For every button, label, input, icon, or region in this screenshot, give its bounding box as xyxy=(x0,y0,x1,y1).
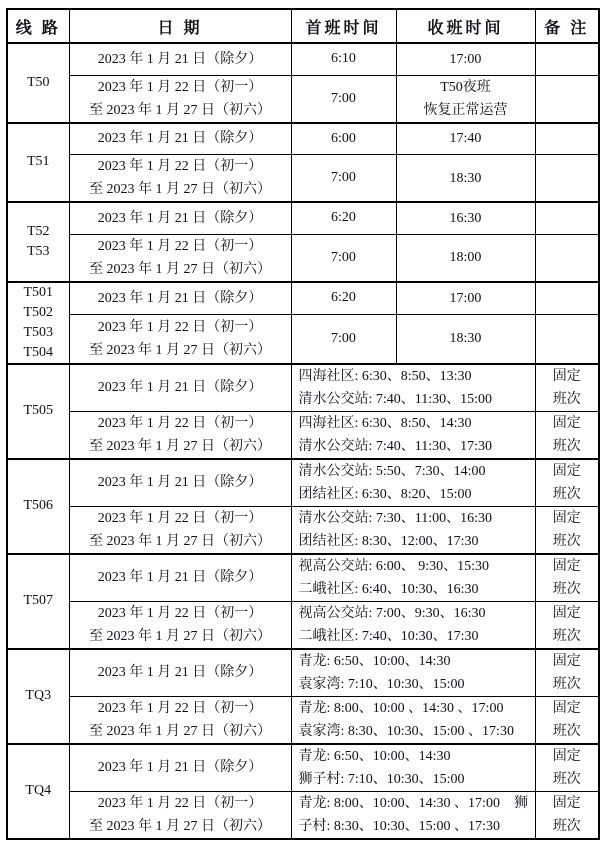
route-label: T51 xyxy=(26,154,50,170)
remark-cell xyxy=(535,123,599,155)
remark-line: 固定 xyxy=(552,795,581,811)
remark-cell xyxy=(535,696,599,744)
schedule-line: 四海社区: 6:30、8:50、13:30 xyxy=(298,368,472,384)
last-time-cell xyxy=(396,43,535,75)
date-line: 至 2023 年 1 月 27 日（初六） xyxy=(89,182,271,197)
date-cell xyxy=(69,315,291,364)
last-time-cell xyxy=(396,75,535,123)
col-header-last-time: 收班时间 xyxy=(396,9,535,43)
route-label: T501 xyxy=(23,284,54,300)
last-time-cell xyxy=(396,123,535,155)
first-time-cell: 6:00 xyxy=(291,123,396,155)
schedule-line: 视高公交站: 6:00、 9:30、15:30 xyxy=(298,558,490,574)
date-line: 2023 年 1 月 22 日（初一） xyxy=(97,79,263,95)
table-row xyxy=(7,744,599,792)
remark-cell xyxy=(535,506,599,554)
date-cell xyxy=(69,155,291,203)
date-line: 2023 年 1 月 21 日（除夕） xyxy=(97,51,263,67)
last-time-line: 16:30 xyxy=(449,210,482,226)
date-line: 2023 年 1 月 22 日（初一） xyxy=(97,795,263,811)
route-cell xyxy=(7,282,69,364)
schedule-line: 青龙: 8:00、10:00 、14:30 、17:00 xyxy=(298,700,504,716)
schedule-cell xyxy=(291,744,535,792)
table-row xyxy=(7,601,599,649)
schedule-line: 视高公交站: 7:00、9:30、16:30 xyxy=(298,605,486,621)
remark-cell xyxy=(535,411,599,459)
last-time-cell xyxy=(396,282,535,315)
remark-line: 固定 xyxy=(552,700,581,716)
remark-line: 班次 xyxy=(552,391,581,407)
route-cell xyxy=(7,123,69,203)
date-line: 2023 年 1 月 22 日（初一） xyxy=(97,238,263,254)
date-line: 2023 年 1 月 22 日（初一） xyxy=(97,510,263,526)
date-line: 至 2023 年 1 月 27 日（初六） xyxy=(89,102,271,118)
table-row xyxy=(7,123,599,155)
table-row xyxy=(7,202,599,234)
table-row xyxy=(7,554,599,602)
date-line: 至 2023 年 1 月 27 日（初六） xyxy=(89,723,271,739)
schedule-line: 狮子村: 7:10、10:30、15:00 xyxy=(298,771,465,787)
remark-cell xyxy=(535,554,599,602)
route-label: T506 xyxy=(23,498,54,513)
date-line: 2023 年 1 月 22 日（初一） xyxy=(97,605,263,621)
col-header-route: 线 路 xyxy=(7,9,69,43)
route-cell xyxy=(7,43,69,123)
date-cell xyxy=(69,43,291,75)
remark-cell xyxy=(535,43,599,75)
route-label: TQ3 xyxy=(25,688,52,703)
table-row xyxy=(7,282,599,315)
schedule-cell xyxy=(291,506,535,554)
date-line: 2023 年 1 月 22 日（初一） xyxy=(97,159,263,174)
route-cell xyxy=(7,202,69,282)
date-line: 2023 年 1 月 21 日（除夕） xyxy=(97,210,263,226)
col-header-date: 日 期 xyxy=(69,9,291,43)
remark-cell xyxy=(535,282,599,315)
route-label: T503 xyxy=(23,324,54,340)
date-line: 至 2023 年 1 月 27 日（初六） xyxy=(89,533,271,549)
schedule-cell xyxy=(291,554,535,602)
remark-line: 固定 xyxy=(552,605,581,621)
remark-line: 班次 xyxy=(552,628,581,644)
date-cell xyxy=(69,282,291,315)
schedule-line: 四海社区: 6:30、8:50、14:30 xyxy=(298,415,472,431)
remark-cell xyxy=(535,364,599,412)
last-time-cell xyxy=(396,202,535,234)
remark-cell xyxy=(535,744,599,792)
schedule-cell xyxy=(291,411,535,459)
schedule-line: 清水公交站: 5:50、7:30、14:00 xyxy=(298,463,486,479)
date-line: 2023 年 1 月 22 日（初一） xyxy=(97,700,263,716)
date-line: 至 2023 年 1 月 27 日（初六） xyxy=(89,628,271,644)
remark-line: 班次 xyxy=(552,723,581,739)
col-header-remark: 备 注 xyxy=(535,9,599,43)
date-line: 至 2023 年 1 月 27 日（初六） xyxy=(89,438,271,454)
route-cell xyxy=(7,554,69,649)
first-time-cell: 7:00 xyxy=(291,234,396,282)
remark-line: 固定 xyxy=(552,748,581,764)
remark-line: 班次 xyxy=(552,533,581,549)
date-line: 2023 年 1 月 21 日（除夕） xyxy=(97,475,263,490)
schedule-line: 团结社区: 6:30、8:20、15:00 xyxy=(298,486,472,502)
table-row xyxy=(7,506,599,554)
schedule-line: 二峨社区: 7:40、10:30、17:30 xyxy=(298,628,479,644)
date-line: 2023 年 1 月 21 日（除夕） xyxy=(97,131,263,147)
last-time-line: 18:30 xyxy=(449,170,482,186)
date-cell xyxy=(69,554,291,602)
route-cell xyxy=(7,364,69,459)
remark-cell xyxy=(535,791,599,839)
remark-line: 班次 xyxy=(552,438,581,454)
last-time-line: T50夜班 xyxy=(440,79,491,95)
header-row xyxy=(7,9,599,43)
date-line: 至 2023 年 1 月 27 日（初六） xyxy=(89,818,271,834)
date-line: 至 2023 年 1 月 27 日（初六） xyxy=(89,342,271,358)
first-time-cell: 6:20 xyxy=(291,202,396,234)
date-cell xyxy=(69,649,291,697)
schedule-line: 袁家湾: 7:10、10:30、15:00 xyxy=(298,676,465,692)
route-label: T53 xyxy=(26,243,50,259)
date-cell xyxy=(69,459,291,507)
route-cell xyxy=(7,649,69,744)
last-time-line: 17:40 xyxy=(449,131,482,147)
date-cell xyxy=(69,696,291,744)
remark-line: 固定 xyxy=(552,558,581,574)
schedule-line: 清水公交站: 7:40、11:30、15:00 xyxy=(298,391,493,407)
schedule-line: 二峨社区: 6:40、10:30、16:30 xyxy=(298,581,479,597)
table-body xyxy=(7,43,599,839)
remark-line: 班次 xyxy=(552,771,581,787)
date-cell xyxy=(69,744,291,792)
date-line: 2023 年 1 月 21 日（除夕） xyxy=(97,380,263,395)
route-label: T50 xyxy=(26,74,50,90)
remark-line: 固定 xyxy=(552,653,581,669)
schedule-cell xyxy=(291,649,535,697)
schedule-line: 青龙: 6:50、10:00、14:30 xyxy=(298,653,451,669)
date-cell xyxy=(69,364,291,412)
date-line: 2023 年 1 月 21 日（除夕） xyxy=(97,570,263,585)
remark-cell xyxy=(535,315,599,364)
schedule-cell xyxy=(291,364,535,412)
route-label: T52 xyxy=(26,223,50,239)
remark-line: 班次 xyxy=(552,676,581,692)
schedule-line: 清水公交站: 7:30、11:00、16:30 xyxy=(298,510,493,526)
schedule-line: 袁家湾: 8:30、10:30、15:00 、17:30 xyxy=(298,723,514,739)
date-line: 2023 年 1 月 21 日（除夕） xyxy=(97,760,263,775)
remark-line: 固定 xyxy=(552,368,581,384)
date-cell xyxy=(69,202,291,234)
route-label: T505 xyxy=(23,403,54,418)
schedule-line: 团结社区: 8:30、12:00、17:30 xyxy=(298,533,479,549)
date-cell xyxy=(69,411,291,459)
table-row xyxy=(7,155,599,203)
date-line: 2023 年 1 月 22 日（初一） xyxy=(97,319,263,335)
remark-cell xyxy=(535,202,599,234)
date-cell xyxy=(69,123,291,155)
remark-line: 班次 xyxy=(552,818,581,834)
schedule-cell xyxy=(291,459,535,507)
route-label: T507 xyxy=(23,593,54,608)
date-line: 至 2023 年 1 月 27 日（初六） xyxy=(89,261,271,277)
schedule-line: 清水公交站: 7:40、11:30、17:30 xyxy=(298,438,493,454)
route-cell xyxy=(7,459,69,554)
first-time-cell: 7:00 xyxy=(291,75,396,123)
last-time-cell xyxy=(396,315,535,364)
remark-line: 班次 xyxy=(552,486,581,502)
date-cell xyxy=(69,75,291,123)
date-line: 2023 年 1 月 21 日（除夕） xyxy=(97,665,263,680)
date-cell xyxy=(69,234,291,282)
date-line: 2023 年 1 月 21 日（除夕） xyxy=(97,290,263,306)
table-row xyxy=(7,364,599,412)
date-cell xyxy=(69,601,291,649)
last-time-line: 恢复正常运营 xyxy=(423,102,508,118)
last-time-line: 17:00 xyxy=(449,290,482,306)
route-label: T504 xyxy=(23,344,54,360)
last-time-cell xyxy=(396,234,535,282)
route-label: TQ4 xyxy=(25,783,52,798)
last-time-cell xyxy=(396,155,535,203)
remark-cell xyxy=(535,155,599,203)
table-row xyxy=(7,315,599,364)
route-label: T502 xyxy=(23,304,54,320)
table-row xyxy=(7,75,599,123)
date-cell xyxy=(69,506,291,554)
table-row xyxy=(7,696,599,744)
table-row xyxy=(7,411,599,459)
remark-cell xyxy=(535,601,599,649)
last-time-line: 18:00 xyxy=(449,250,482,265)
first-time-cell: 7:00 xyxy=(291,155,396,203)
route-cell xyxy=(7,744,69,839)
first-time-cell: 7:00 xyxy=(291,315,396,364)
schedule-cell xyxy=(291,791,535,839)
date-cell xyxy=(69,791,291,839)
remark-cell xyxy=(535,75,599,123)
table-row xyxy=(7,459,599,507)
schedule-line: 青龙: 6:50、10:00、14:30 xyxy=(298,748,451,764)
remark-line: 固定 xyxy=(552,415,581,431)
table-row xyxy=(7,43,599,75)
schedule-line: 青龙: 8:00、10:00、14:30 、17:00 狮 xyxy=(298,795,528,811)
first-time-cell: 6:20 xyxy=(291,282,396,315)
table-row xyxy=(7,234,599,282)
first-time-cell: 6:10 xyxy=(291,43,396,75)
remark-line: 班次 xyxy=(552,581,581,597)
remark-cell xyxy=(535,649,599,697)
remark-line: 固定 xyxy=(552,510,581,526)
schedule-cell xyxy=(291,696,535,744)
table-row xyxy=(7,791,599,839)
schedule-cell xyxy=(291,601,535,649)
last-time-line: 18:30 xyxy=(449,331,482,347)
table-row xyxy=(7,649,599,697)
last-time-line: 17:00 xyxy=(449,51,482,67)
remark-cell xyxy=(535,234,599,282)
bus-schedule-table xyxy=(6,8,600,840)
remark-cell xyxy=(535,459,599,507)
col-header-first-time: 首班时间 xyxy=(291,9,396,43)
schedule-line: 子村: 8:30、10:30、15:00 、17:30 xyxy=(298,818,500,834)
date-line: 2023 年 1 月 22 日（初一） xyxy=(97,415,263,431)
remark-line: 固定 xyxy=(552,463,581,479)
